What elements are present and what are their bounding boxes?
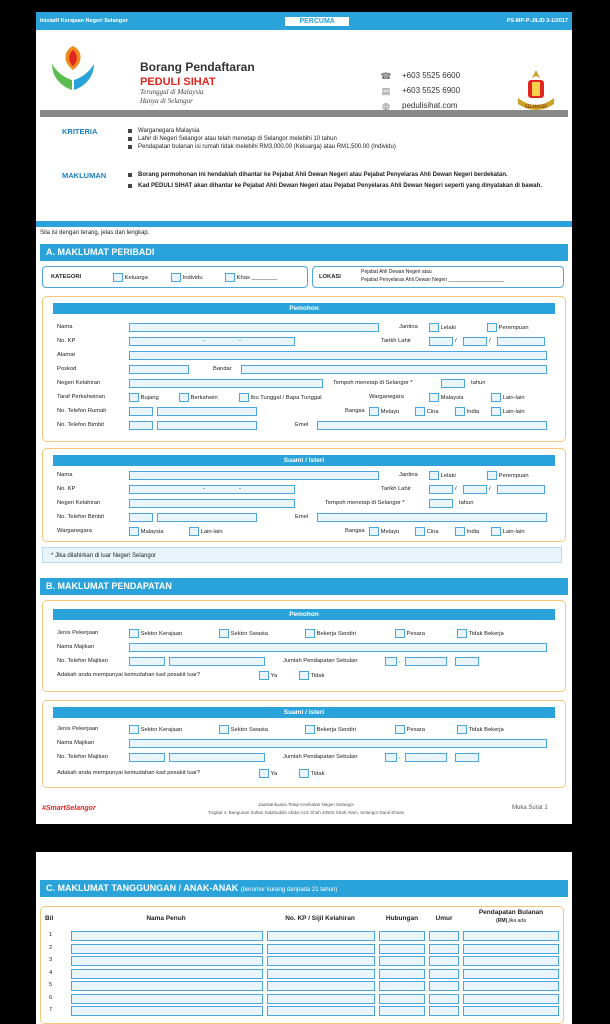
ya-label: Ya [270,673,278,680]
melayu-checkbox[interactable] [369,407,379,416]
pendapatan-suami-header: Suami / Isteri [53,707,555,718]
slash-2: / [489,338,491,344]
suami-telbimbit-label: No. Telefon Bimbit [57,514,104,520]
tempoh-input[interactable] [441,379,465,388]
telrumah-label: No. Telefon Rumah [57,408,107,414]
row-umur-input[interactable] [429,931,459,941]
suami-dash-1: - [203,486,205,492]
kriteria-item: Pendapatan bulanan isi rumah tidak melebihi RM3,000.00 (Keluarga) atau RM1,500.00 (Individu) [128,143,396,151]
pesara-checkbox[interactable] [395,629,405,638]
bujang-label: Bujang [140,395,159,402]
telrumah-input[interactable] [157,407,257,416]
info-divider [36,221,572,227]
row-kp-input[interactable] [267,981,375,991]
tidak-checkbox[interactable] [299,671,309,680]
suami-dot-separator: . [449,754,451,760]
brand-name: PEDULI SIHAT [140,76,216,88]
free-badge: PERCUMA [284,16,349,27]
section-c-title [40,880,568,897]
suami-jenis-label: Jenis Pekerjaan [57,726,99,732]
row-number: 6 [49,994,53,1001]
suami-lain-checkbox[interactable] [189,527,199,536]
dob-day-input[interactable] [429,337,453,346]
suami-slash-1: / [455,486,457,492]
suami-tarikh-label: Tarikh Lahir [381,486,411,492]
section-b-title: B. MAKLUMAT PENDAPATAN [40,578,568,595]
makluman-label: MAKLUMAN [62,171,107,180]
selangor-crest [514,68,558,114]
keluarga-label: Keluarga [124,275,148,282]
form-title: Borang Pendaftaran [140,60,255,74]
suami-nama-input[interactable] [129,471,379,480]
row-nama-input[interactable] [71,944,263,954]
col-pendapatan: Pendapatan Bulanan [478,909,544,916]
dot-separator: . [449,658,451,664]
pesara-label: Pesara [406,631,425,638]
col-umur: Umur [435,915,453,922]
suami-perempuan-label: Perempuan [498,473,529,480]
suami-pesara-label: Pesara [406,727,425,734]
telbimbit-prefix-input[interactable] [129,421,153,430]
suami-tidak-bekerja-label: Tidak Bekerja [468,727,504,734]
poskod-input[interactable] [129,365,189,374]
tidak-label: Tidak [310,673,325,680]
row-number: 2 [49,944,53,951]
perempuan-label: Perempuan [498,325,529,332]
row-hubungan-input[interactable] [379,981,425,991]
row-umur-input[interactable] [429,956,459,966]
keluarga-checkbox[interactable] [113,273,123,282]
suami-tempoh-input[interactable] [429,499,453,508]
bangsa-label: Bangsa [345,408,365,414]
telbimbit-label: No. Telefon Bimbit [57,422,104,428]
suami-slash-2: / [489,486,491,492]
suami-majikan-input[interactable] [129,739,547,748]
tidak-bekerja-label: Tidak Bekerja [468,631,504,638]
cina-checkbox[interactable] [415,407,425,416]
jika-ada-label: jika ada [508,918,526,924]
bangsa-lain-checkbox[interactable] [491,407,501,416]
bujang-checkbox[interactable] [129,393,139,402]
globe-icon: ◍ [382,100,390,111]
individu-label: Individu [182,275,203,282]
form-code: PS-MP-P-JILID 3-1/2017 [506,18,568,24]
pendapatan-ribu-input[interactable] [385,657,397,666]
lain-lain-label: Lain-lain [502,395,525,402]
nokp-label: No. KP [57,338,76,344]
suami-warganegara-label: Warganegara [57,528,92,534]
row-umur-input[interactable] [429,944,459,954]
form-page-1 [36,12,572,824]
suami-majikan-label: Nama Majikan [57,740,95,746]
makluman-item: Borang permohonan ini hendaklah dihantar ke Pejabat Ahli Dewan Negeri atau Pejabat Penyelaras Ahli Dewan Negeri berdekatan. [128,171,548,179]
kategori-label: KATEGORI [51,274,82,280]
individu-checkbox[interactable] [171,273,181,282]
row-hubungan-input[interactable] [379,931,425,941]
perempuan-checkbox[interactable] [487,323,497,332]
suami-kad-question: Adakah anda mempunyai kemudahan kad pesakit luar? [57,770,201,776]
suami-emel-input[interactable] [317,513,547,522]
suami-telmajikan-label: No. Telefon Majikan [57,754,108,760]
pendapatan-suami-box [42,700,566,788]
malaysia-label: Malaysia [440,395,464,402]
malaysia-checkbox[interactable] [429,393,439,402]
suami-swasta-label: Sektor Swasta [230,727,268,734]
alamat-input[interactable] [129,351,547,360]
suami-dash-2: - [239,486,241,492]
row-hubungan-input[interactable] [379,944,425,954]
nokp-input[interactable] [129,337,295,346]
suami-sendiri-label: Bekerja Sendiri [316,727,356,734]
suami-box [42,448,566,542]
kriteria-item: Lahir di Negeri Selangor atau telah menetap di Selangor melebihi 10 tahun [128,135,396,143]
khas-label: Khas [236,275,250,282]
pendapatan-pemohon-box [42,600,566,692]
kriteria-list [128,127,396,151]
khas-checkbox[interactable] [225,273,235,282]
pendapatan-pemohon-header: Pemohon [53,609,555,620]
row-hubungan-input[interactable] [379,1006,425,1016]
footnote: * Jika dilahirkan di luar Negeri Selangor [42,547,562,563]
col-nama: Nama Penuh [146,915,186,922]
suami-nokp-label: No. KP [57,486,76,492]
kriteria-item: Warganegara Malaysia [128,127,396,135]
col-rm [463,918,559,924]
ya-checkbox[interactable] [259,671,269,680]
cina-label: Cina [426,409,439,416]
suami-pendapatan-ratus-input[interactable] [405,753,447,762]
kad-question: Adakah anda mempunyai kemudahan kad pesakit luar? [57,672,201,678]
instruction-text: Sila isi dengan terang, jelas dan lengkap. [40,230,150,236]
section-a-title: A. MAKLUMAT PERIBADI [40,244,568,261]
row-umur-input[interactable] [429,1006,459,1016]
col-kp: No. KP / Sijil Kelahiran [285,915,355,922]
suami-jumlah-label: Jumlah Pendapatan Sebulan [283,754,358,760]
suami-pesara-checkbox[interactable] [395,725,405,734]
kriteria-label: KRITERIA [62,127,98,136]
row-pendapatan-input[interactable] [463,994,559,1004]
suami-dob-year-input[interactable] [497,485,545,494]
suami-swasta-checkbox[interactable] [219,725,229,734]
kerajaan-label: Sektor Kerajaan [140,631,183,638]
sendiri-checkbox[interactable] [305,629,315,638]
tarikh-label: Tarikh Lahir [381,338,411,344]
jumlah-label: Jumlah Pendapatan Sebulan [283,658,358,664]
nama-label: Nama [57,324,73,330]
row-umur-input[interactable] [429,981,459,991]
dash-2: - [239,338,241,344]
fax-icon: ▤ [381,85,391,96]
suami-telbimbit-prefix-input[interactable] [129,513,153,522]
row-number: 5 [49,982,53,988]
suami-bangsa-lain-label: Lain-lain [502,529,525,536]
row-nama-input[interactable] [71,969,263,979]
suami-nokp-input[interactable] [129,485,295,494]
suami-india-checkbox[interactable] [455,527,465,536]
melayu-label: Melayu [380,409,400,416]
telmajikan-prefix-input[interactable] [129,657,165,666]
crest-text: SELANGOR [524,104,548,109]
berkahwin-label: Berkahwin [190,395,218,402]
row-umur-input[interactable] [429,969,459,979]
suami-lain-label: Lain-lain [200,529,223,536]
suami-pendapatan-ribu-input[interactable] [385,753,397,762]
emel-input[interactable] [317,421,547,430]
tahun-label: tahun [471,380,486,386]
poskod-label: Poskod [57,366,77,372]
tanggungan-table [40,906,564,1024]
row-pendapatan-input[interactable] [463,931,559,941]
section-c-sub: (berumur kurang daripada 21 tahun) [240,887,338,893]
row-pendapatan-input[interactable] [463,969,559,979]
row-pendapatan-input[interactable] [463,981,559,991]
suami-malaysia-checkbox[interactable] [129,527,139,536]
pendapatan-sen-input[interactable] [455,657,479,666]
slash-1: / [455,338,457,344]
top-banner [36,12,572,30]
suami-dob-day-input[interactable] [429,485,453,494]
suami-melayu-label: Melayu [380,529,400,536]
majikan-input[interactable] [129,643,547,652]
page-number: Muka Surat 1 [512,805,548,811]
initiative-text: Inisiatif Kerajaan Negeri Selangor [40,18,128,24]
tagline-1: Terunggul di Malaysia [140,88,204,96]
row-kp-input[interactable] [267,944,375,954]
swasta-label: Sektor Swasta [230,631,268,638]
section-c-label: C. MAKLUMAT TANGGUNGAN / ANAK-ANAK [46,883,239,893]
suami-cina-checkbox[interactable] [415,527,425,536]
jenis-label: Jenis Pekerjaan [57,630,99,636]
row-nama-input[interactable] [71,956,263,966]
form-page-2 [36,852,572,1024]
suami-emel-label: Emel [295,514,309,520]
row-pendapatan-input[interactable] [463,1006,559,1016]
bangsa-lain-label: Lain-lain [502,409,525,416]
row-kp-input[interactable] [267,1006,375,1016]
row-hubungan-input[interactable] [379,969,425,979]
lokasi-line-2: Pejabat Penyelaras Ahli Dewan Negeri [361,277,447,283]
suami-lelaki-checkbox[interactable] [429,471,439,480]
footer-line-2: Tingkat 4, Bangunan Sultan Salahuddin Abdul Aziz Shah 40503 Shah Alam, Selangor Darul Ehsan [207,810,405,815]
pemohon-box [42,296,566,442]
alamat-label: Alamat [57,352,76,358]
row-hubungan-input[interactable] [379,994,425,1004]
lelaki-label: Lelaki [440,325,456,332]
tagline-2: Hanya di Selangor [140,97,193,105]
criteria-section [36,117,572,221]
telmajikan-label: No. Telefon Majikan [57,658,108,664]
suami-negeri-label: Negeri Kelahiran [57,500,101,506]
suami-telmajikan-prefix-input[interactable] [129,753,165,762]
website: pedulisihat.com [402,101,458,110]
makluman-list [128,171,548,190]
footer-line-1: Jawatankuasa Tetap Kesihatan Negeri Selangor [258,802,354,807]
form-header [36,30,572,110]
tempoh-label: Tempoh menetap di Selangor * [333,380,413,386]
india-label: India [466,409,480,416]
negeri-label: Negeri Kelahiran [57,380,101,386]
suami-header: Suami / Isteri [53,455,555,466]
row-nama-input[interactable] [71,994,263,1004]
india-checkbox[interactable] [455,407,465,416]
suami-tahun-label: tahun [459,500,474,506]
nama-input[interactable] [129,323,379,332]
row-kp-input[interactable] [267,994,375,1004]
sendiri-label: Bekerja Sendiri [316,631,356,638]
suami-comma-separator: , [399,754,401,760]
tidak-bekerja-checkbox[interactable] [457,629,467,638]
majikan-label: Nama Majikan [57,644,95,650]
peduli-sihat-logo [48,40,98,96]
telbimbit-input[interactable] [157,421,257,430]
suami-nama-label: Nama [57,472,73,478]
row-umur-input[interactable] [429,994,459,1004]
berkahwin-checkbox[interactable] [179,393,189,402]
rm-label: (RM) [496,918,508,924]
row-kp-input[interactable] [267,931,375,941]
lokasi-box: LOKASI Pejabat Ahli Dewan Negeri atau Pejabat Penyelaras Ahli Dewan Negeri ____________________ [312,266,564,288]
bandar-label: Bandar [213,366,232,372]
kategori-box: KATEGORI Keluarga Individu Khas ________ [42,266,308,288]
suami-ya-label: Ya [270,771,278,778]
suami-lelaki-label: Lelaki [440,473,456,480]
suami-tempoh-label: Tempoh menetap di Selangor * [325,500,405,506]
row-hubungan-input[interactable] [379,956,425,966]
row-number: 3 [49,957,53,963]
suami-telbimbit-input[interactable] [157,513,257,522]
fax-number: +603 5525 6900 [402,86,461,95]
dash-1: - [203,338,205,344]
bandar-input[interactable] [241,365,547,374]
phone-icon: ☎ [380,70,392,81]
row-number: 7 [49,1007,53,1013]
row-nama-input[interactable] [71,1006,263,1016]
suami-cina-label: Cina [426,529,439,536]
suami-india-label: India [466,529,480,536]
suami-tidak-label: Tidak [310,771,325,778]
row-pendapatan-input[interactable] [463,944,559,954]
phone-number: +603 5525 6600 [402,71,461,80]
lain-lain-checkbox[interactable] [491,393,501,402]
row-kp-input[interactable] [267,969,375,979]
row-number: 4 [49,969,53,976]
header-divider [40,110,568,117]
suami-kerajaan-checkbox[interactable] [129,725,139,734]
smart-selangor-tag: #SmartSelangor [42,805,96,812]
suami-bangsa-label: Bangsa [345,528,365,534]
row-nama-input[interactable] [71,931,263,941]
lelaki-checkbox[interactable] [429,323,439,332]
comma-separator: , [399,658,401,664]
ibu-tunggal-label: Ibu Tunggal / Bapa Tunggal [250,395,322,402]
telmajikan-input[interactable] [169,657,265,666]
lokasi-label: LOKASI [319,274,341,280]
suami-negeri-input[interactable] [129,499,295,508]
row-kp-input[interactable] [267,956,375,966]
ibu-tunggal-checkbox[interactable] [239,393,249,402]
suami-jantina-label: Jantina [399,472,418,478]
suami-perempuan-checkbox[interactable] [487,471,497,480]
pemohon-header: Pemohon [53,303,555,314]
jantina-label: Jantina [399,324,418,330]
row-pendapatan-input[interactable] [463,956,559,966]
col-hubungan: Hubungan [385,915,419,922]
suami-tidak-checkbox[interactable] [299,769,309,778]
taraf-label: Taraf Perkahwinan [57,394,106,400]
dob-month-input[interactable] [463,337,487,346]
suami-melayu-checkbox[interactable] [369,527,379,536]
pendapatan-ratus-input[interactable] [405,657,447,666]
suami-kerajaan-label: Sektor Kerajaan [140,727,183,734]
suami-sendiri-checkbox[interactable] [305,725,315,734]
negeri-input[interactable] [129,379,323,388]
suami-tidak-bekerja-checkbox[interactable] [457,725,467,734]
suami-malaysia-label: Malaysia [140,529,164,536]
warganegara-label: Warganegara [369,394,404,400]
makluman-item: Kad PEDULI SIHAT akan dihantar ke Pejabat Ahli Dewan Negeri atau Pejabat Penyelaras Ahli Dewan Negeri seperti yang dinyatakan di bawah. [128,182,548,190]
suami-bangsa-lain-checkbox[interactable] [491,527,501,536]
swasta-checkbox[interactable] [219,629,229,638]
lokasi-line-1: Pejabat Ahli Dewan Negeri atau [361,269,432,275]
row-nama-input[interactable] [71,981,263,991]
col-bil: Bil [45,915,54,922]
suami-dob-month-input[interactable] [463,485,487,494]
suami-pendapatan-sen-input[interactable] [455,753,479,762]
emel-label: Emel [295,422,309,428]
row-number: 1 [49,932,53,938]
kerajaan-checkbox[interactable] [129,629,139,638]
dob-year-input[interactable] [497,337,545,346]
telrumah-prefix-input[interactable] [129,407,153,416]
suami-telmajikan-input[interactable] [169,753,265,762]
suami-ya-checkbox[interactable] [259,769,269,778]
